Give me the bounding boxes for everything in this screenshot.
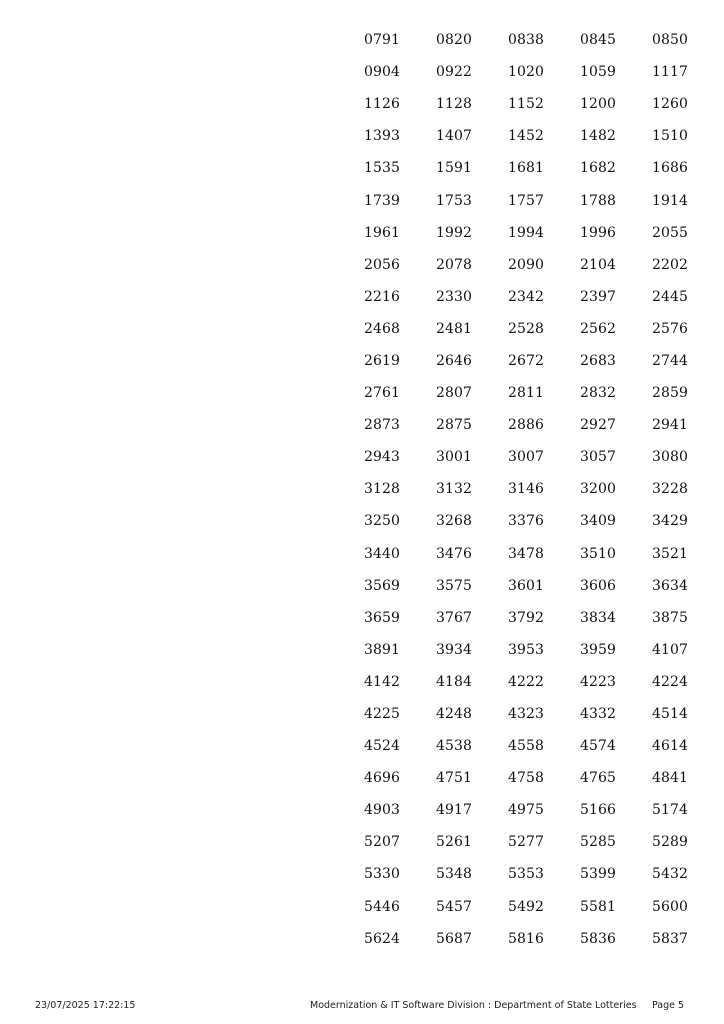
number-cell: 4758 <box>507 770 545 787</box>
number-cell: 3521 <box>651 545 689 562</box>
number-row <box>346 56 706 88</box>
number-cell: 2342 <box>507 288 545 305</box>
number-cell: 4574 <box>579 738 617 755</box>
number-cell: 5600 <box>651 898 689 915</box>
number-cell: 5174 <box>651 802 689 819</box>
number-cell: 5289 <box>651 834 689 851</box>
number-cell: 3128 <box>363 481 401 498</box>
number-cell: 5261 <box>435 834 473 851</box>
number-cell: 3250 <box>363 513 401 530</box>
number-cell: 0791 <box>363 32 401 49</box>
number-cell: 3409 <box>579 513 617 530</box>
number-cell: 1200 <box>579 96 617 113</box>
number-cell: 2875 <box>435 417 473 434</box>
number-cell: 3934 <box>435 641 473 658</box>
number-cell: 1757 <box>507 192 545 209</box>
number-cell: 3953 <box>507 641 545 658</box>
number-cell: 1126 <box>363 96 401 113</box>
number-cell: 2744 <box>651 352 689 369</box>
number-cell: 4222 <box>507 673 545 690</box>
number-row <box>346 923 706 955</box>
number-cell: 4751 <box>435 770 473 787</box>
number-cell: 0850 <box>651 32 689 49</box>
number-cell: 1682 <box>579 160 617 177</box>
number-cell: 2761 <box>363 385 401 402</box>
number-row <box>346 666 706 698</box>
number-cell: 2202 <box>651 256 689 273</box>
number-cell: 2397 <box>579 288 617 305</box>
number-cell: 4975 <box>507 802 545 819</box>
number-row <box>346 377 706 409</box>
number-cell: 3606 <box>579 577 617 594</box>
number-cell: 2646 <box>435 352 473 369</box>
number-cell: 1510 <box>651 128 689 145</box>
number-cell: 5836 <box>579 930 617 947</box>
number-cell: 4614 <box>651 738 689 755</box>
number-cell: 1535 <box>363 160 401 177</box>
footer-timestamp: 23/07/2025 17:22:15 <box>35 1000 136 1011</box>
number-cell: 0904 <box>363 64 401 81</box>
number-row <box>346 473 706 505</box>
number-row <box>346 698 706 730</box>
number-cell: 2528 <box>507 320 545 337</box>
number-cell: 2927 <box>579 417 617 434</box>
number-cell: 5353 <box>507 866 545 883</box>
number-cell: 4107 <box>651 641 689 658</box>
footer-page-number: Page 5 <box>652 1000 685 1011</box>
number-row <box>346 505 706 537</box>
number-row <box>346 602 706 634</box>
number-cell: 5330 <box>363 866 401 883</box>
number-row <box>346 762 706 794</box>
number-cell: 3001 <box>435 449 473 466</box>
number-cell: 2672 <box>507 352 545 369</box>
number-cell: 5277 <box>507 834 545 851</box>
number-row <box>346 249 706 281</box>
number-row <box>346 441 706 473</box>
number-cell: 1452 <box>507 128 545 145</box>
number-row <box>346 217 706 249</box>
number-cell: 3228 <box>651 481 689 498</box>
number-row <box>346 826 706 858</box>
number-cell: 1992 <box>435 224 473 241</box>
number-cell: 4225 <box>363 706 401 723</box>
number-cell: 2104 <box>579 256 617 273</box>
number-cell: 4524 <box>363 738 401 755</box>
number-row <box>346 281 706 313</box>
number-cell: 5207 <box>363 834 401 851</box>
number-cell: 1128 <box>435 96 473 113</box>
number-cell: 1482 <box>579 128 617 145</box>
number-cell: 2481 <box>435 320 473 337</box>
number-cell: 3440 <box>363 545 401 562</box>
number-row <box>346 152 706 184</box>
number-row <box>346 345 706 377</box>
number-cell: 3575 <box>435 577 473 594</box>
number-cell: 1407 <box>435 128 473 145</box>
number-cell: 2859 <box>651 385 689 402</box>
number-cell: 2811 <box>507 385 545 402</box>
number-cell: 3146 <box>507 481 545 498</box>
number-cell: 3569 <box>363 577 401 594</box>
number-cell: 1681 <box>507 160 545 177</box>
number-cell: 0838 <box>507 32 545 49</box>
number-cell: 1914 <box>651 192 689 209</box>
number-cell: 3080 <box>651 449 689 466</box>
number-cell: 1753 <box>435 192 473 209</box>
number-row <box>346 409 706 441</box>
number-row <box>346 24 706 56</box>
number-cell: 5687 <box>435 930 473 947</box>
number-cell: 2090 <box>507 256 545 273</box>
number-row <box>346 88 706 120</box>
number-cell: 2873 <box>363 417 401 434</box>
number-cell: 3478 <box>507 545 545 562</box>
number-cell: 2078 <box>435 256 473 273</box>
page-footer <box>0 1000 724 1014</box>
number-cell: 1961 <box>363 224 401 241</box>
number-cell: 1686 <box>651 160 689 177</box>
number-row <box>346 730 706 762</box>
number-cell: 2468 <box>363 320 401 337</box>
number-cell: 3376 <box>507 513 545 530</box>
number-cell: 4917 <box>435 802 473 819</box>
number-cell: 5399 <box>579 866 617 883</box>
number-row <box>346 794 706 826</box>
number-cell: 3659 <box>363 609 401 626</box>
number-cell: 1152 <box>507 96 545 113</box>
number-cell: 0820 <box>435 32 473 49</box>
number-cell: 3429 <box>651 513 689 530</box>
number-cell: 3132 <box>435 481 473 498</box>
number-cell: 2056 <box>363 256 401 273</box>
number-cell: 3875 <box>651 609 689 626</box>
number-cell: 4696 <box>363 770 401 787</box>
number-cell: 0922 <box>435 64 473 81</box>
number-cell: 2683 <box>579 352 617 369</box>
number-cell: 5348 <box>435 866 473 883</box>
number-cell: 1996 <box>579 224 617 241</box>
number-cell: 1994 <box>507 224 545 241</box>
number-row <box>346 313 706 345</box>
number-cell: 5432 <box>651 866 689 883</box>
number-cell: 1393 <box>363 128 401 145</box>
number-cell: 3792 <box>507 609 545 626</box>
number-cell: 1788 <box>579 192 617 209</box>
number-cell: 1591 <box>435 160 473 177</box>
number-cell: 3510 <box>579 545 617 562</box>
number-cell: 4538 <box>435 738 473 755</box>
number-cell: 3268 <box>435 513 473 530</box>
number-row <box>346 891 706 923</box>
number-cell: 1739 <box>363 192 401 209</box>
number-cell: 4224 <box>651 673 689 690</box>
number-cell: 2619 <box>363 352 401 369</box>
number-cell: 5457 <box>435 898 473 915</box>
number-cell: 2445 <box>651 288 689 305</box>
footer-division: Modernization & IT Software Division : Department of State Lotteries <box>310 1000 637 1011</box>
number-cell: 2576 <box>651 320 689 337</box>
number-cell: 3476 <box>435 545 473 562</box>
number-cell: 3834 <box>579 609 617 626</box>
number-cell: 2832 <box>579 385 617 402</box>
number-cell: 1020 <box>507 64 545 81</box>
winning-numbers-grid <box>346 24 706 955</box>
number-cell: 2807 <box>435 385 473 402</box>
number-row <box>346 858 706 890</box>
number-cell: 4248 <box>435 706 473 723</box>
number-cell: 3891 <box>363 641 401 658</box>
number-cell: 4184 <box>435 673 473 690</box>
number-cell: 5837 <box>651 930 689 947</box>
number-cell: 5624 <box>363 930 401 947</box>
number-cell: 3057 <box>579 449 617 466</box>
number-cell: 2330 <box>435 288 473 305</box>
number-cell: 4142 <box>363 673 401 690</box>
number-cell: 5816 <box>507 930 545 947</box>
number-cell: 5492 <box>507 898 545 915</box>
number-row <box>346 538 706 570</box>
number-cell: 4765 <box>579 770 617 787</box>
number-cell: 5581 <box>579 898 617 915</box>
number-cell: 2055 <box>651 224 689 241</box>
number-row <box>346 120 706 152</box>
number-cell: 4558 <box>507 738 545 755</box>
number-cell: 2941 <box>651 417 689 434</box>
number-cell: 1059 <box>579 64 617 81</box>
number-cell: 4323 <box>507 706 545 723</box>
number-row <box>346 184 706 216</box>
number-cell: 3601 <box>507 577 545 594</box>
number-cell: 4223 <box>579 673 617 690</box>
number-cell: 0845 <box>579 32 617 49</box>
number-cell: 5446 <box>363 898 401 915</box>
number-cell: 2943 <box>363 449 401 466</box>
number-cell: 2216 <box>363 288 401 305</box>
number-cell: 2886 <box>507 417 545 434</box>
number-row <box>346 570 706 602</box>
number-cell: 3200 <box>579 481 617 498</box>
number-cell: 1117 <box>651 64 689 81</box>
number-cell: 2562 <box>579 320 617 337</box>
number-cell: 5166 <box>579 802 617 819</box>
number-cell: 4332 <box>579 706 617 723</box>
number-cell: 3767 <box>435 609 473 626</box>
number-cell: 3634 <box>651 577 689 594</box>
number-cell: 4514 <box>651 706 689 723</box>
number-cell: 3959 <box>579 641 617 658</box>
number-cell: 4841 <box>651 770 689 787</box>
number-cell: 3007 <box>507 449 545 466</box>
number-cell: 5285 <box>579 834 617 851</box>
number-cell: 4903 <box>363 802 401 819</box>
number-cell: 1260 <box>651 96 689 113</box>
number-row <box>346 634 706 666</box>
